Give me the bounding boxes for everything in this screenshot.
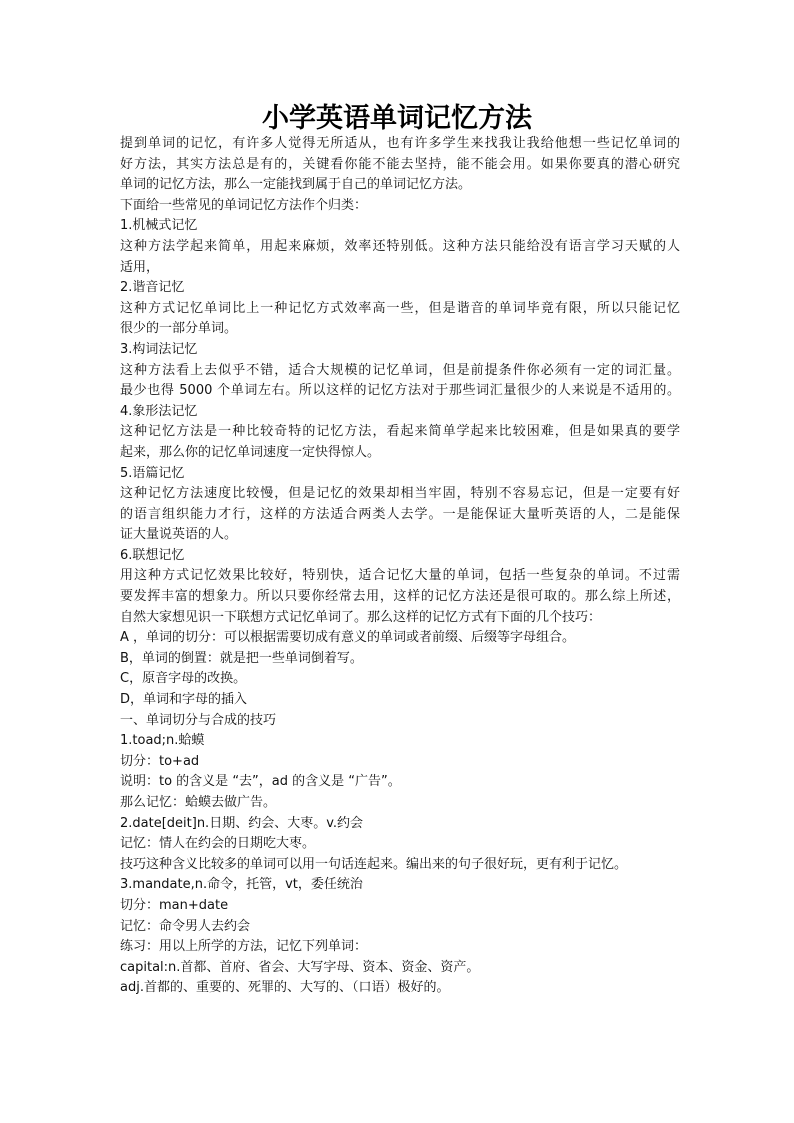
paragraph-line: 证大量说英语的人。 bbox=[120, 527, 238, 543]
paragraph-line: 这种方法看上去似乎不错，适合大规模的记忆单词，但是前提条件你必须有一定的词汇量。 bbox=[120, 362, 680, 378]
paragraph-line: 起来，那么你的记忆单词速度一定快得惊人。 bbox=[120, 444, 381, 460]
list-item: C，原音字母的改换。 bbox=[120, 671, 247, 687]
paragraph-line: 好方法，其实方法总是有的，关键看你能不能去坚持，能不能会用。如果你要真的潜心研究 bbox=[120, 156, 680, 172]
paragraph-line: 用这种方式记忆效果比较好，特别快，适合记忆大量的单词，包括一些复杂的单词。不过需 bbox=[120, 568, 680, 584]
paragraph-line: 说明：to 的含义是 “去”，ad 的含义是 “广告”。 bbox=[120, 774, 401, 790]
list-item: A ，单词的切分：可以根据需要切成有意义的单词或者前缀、后缀等字母组合。 bbox=[120, 630, 576, 646]
example-heading: 1.toad;n.蛤蟆 bbox=[120, 733, 205, 749]
section-heading: 1.机械式记忆 bbox=[120, 218, 198, 234]
section-heading: 一、单词切分与合成的技巧 bbox=[120, 712, 277, 728]
example-heading: 3.mandate,n.命令，托管，vt，委任统治 bbox=[120, 877, 363, 893]
paragraph-line: capital:n.首都、首府、省会、大写字母、资本、资金、资产。 bbox=[120, 959, 480, 975]
paragraph-line: 这种记忆方法速度比较慢，但是记忆的效果却相当牢固，特别不容易忘记，但是一定要有好 bbox=[120, 486, 680, 502]
paragraph-line: 这种方式记忆单词比上一种记忆方式效率高一些，但是谐音的单词毕竟有限，所以只能记忆 bbox=[120, 300, 680, 316]
paragraph-line: 切分：to+ad bbox=[120, 753, 200, 769]
list-item: B，单词的倒置：就是把一些单词倒着写。 bbox=[120, 650, 363, 666]
paragraph-line: 的语言组织能力才行，这样的方法适合两类人去学。一是能保证大量听英语的人，二是能保 bbox=[120, 506, 680, 522]
paragraph-line: 最少也得 5000 个单词左右。所以这样的记忆方法对于那些词汇量很少的人来说是不适用的。 bbox=[120, 383, 680, 399]
paragraph-line: 这种记忆方法是一种比较奇特的记忆方法，看起来简单学起来比较困难，但是如果真的要学 bbox=[120, 424, 680, 440]
paragraph-line: 技巧这种含义比较多的单词可以用一句话连起来。编出来的句子很好玩，更有利于记忆。 bbox=[120, 856, 628, 872]
section-heading: 6.联想记忆 bbox=[120, 547, 185, 563]
document-body bbox=[120, 134, 680, 999]
paragraph-line: 提到单词的记忆，有许多人觉得无所适从，也有许多学生来找我让我给他想一些记忆单词的 bbox=[120, 136, 680, 151]
section-heading: 2.谐音记忆 bbox=[120, 280, 185, 296]
paragraph-line: 这种方法学起来简单，用起来麻烦，效率还特别低。这种方法只能给没有语言学习天赋的人 bbox=[120, 238, 680, 254]
paragraph-line: 自然大家想见识一下联想方式记忆单词了。那么这样的记忆方式有下面的几个技巧： bbox=[120, 609, 602, 625]
paragraph-line: adj.首都的、重要的、死罪的、大写的、（口语）极好的。 bbox=[120, 980, 450, 996]
paragraph-line: 要发挥丰富的想象力。所以只要你经常去用，这样的记忆方法还是很可取的。那么综上所述， bbox=[120, 589, 680, 605]
paragraph-line: 切分：man+date bbox=[120, 897, 229, 913]
paragraph-line: 那么记忆：蛤蟆去做广告。 bbox=[120, 795, 277, 810]
document-title: 小学英语单词记忆方法 bbox=[262, 103, 532, 134]
section-heading: 5.语篇记忆 bbox=[120, 465, 185, 481]
paragraph-line: 练习：用以上所学的方法，记忆下列单词： bbox=[120, 939, 368, 955]
paragraph-line: 记忆：情人在约会的日期吃大枣。 bbox=[120, 836, 316, 852]
paragraph-line: 很少的一部分单词。 bbox=[120, 321, 238, 337]
paragraph-line: 记忆：命令男人去约会 bbox=[120, 918, 251, 934]
paragraph-line: 下面给一些常见的单词记忆方法作个归类： bbox=[120, 197, 368, 213]
section-heading: 4.象形法记忆 bbox=[120, 403, 198, 419]
paragraph-line: 适用， bbox=[120, 259, 160, 275]
list-item: D，单词和字母的插入 bbox=[120, 692, 248, 708]
example-heading: 2.date[deit]n.日期、约会、大枣。v.约会 bbox=[120, 815, 364, 831]
paragraph-line: 单词的记忆方法，那么一定能找到属于自己的单词记忆方法。 bbox=[120, 177, 472, 193]
section-heading: 3.构词法记忆 bbox=[120, 341, 198, 357]
